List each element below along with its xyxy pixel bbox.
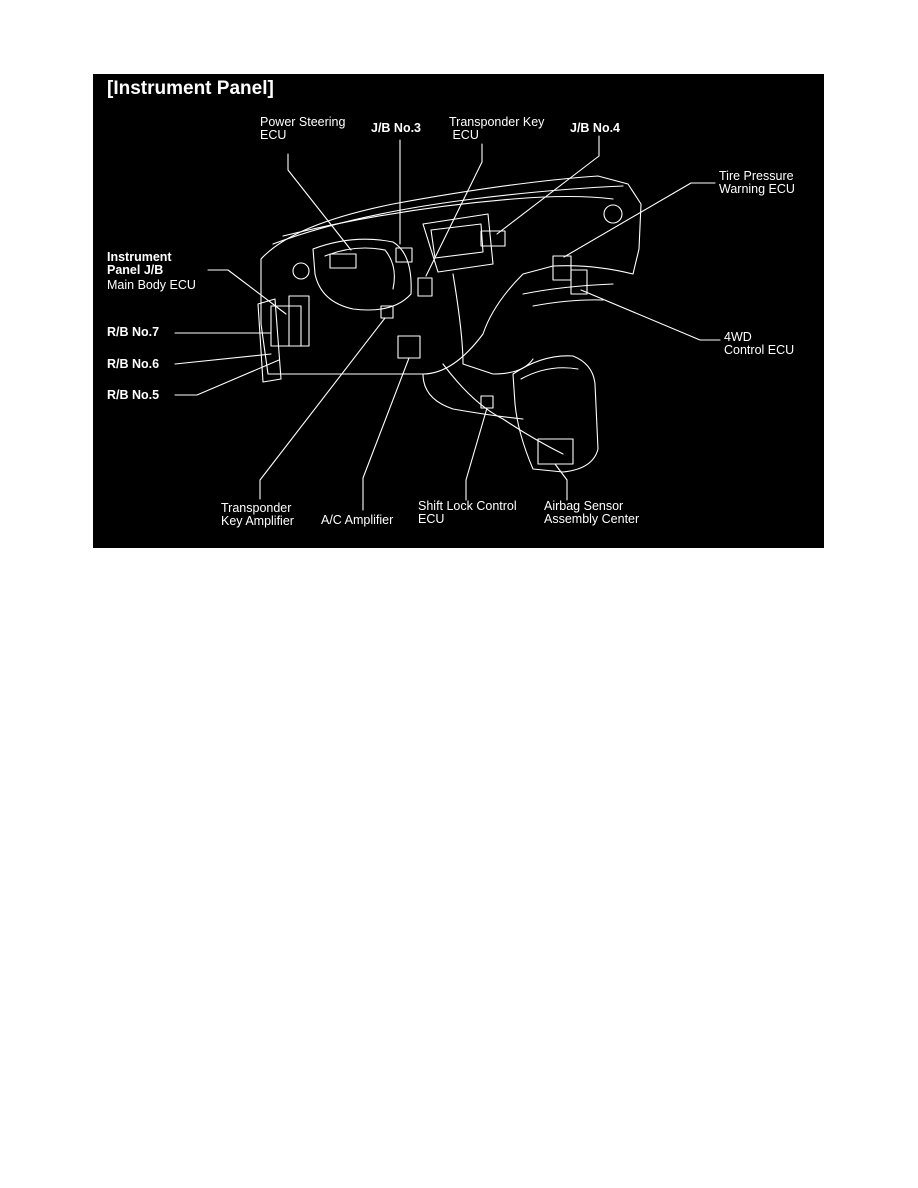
label-airbag-sensor-assembly-center: Airbag Sensor Assembly Center <box>544 499 640 526</box>
console-box-top <box>521 368 578 379</box>
console-box <box>513 356 598 472</box>
label-tire-pressure-warning-ecu: Tire Pressure Warning ECU <box>719 169 795 196</box>
label-instrument-panel-jb: Instrument Panel J/B <box>107 250 172 277</box>
label-rb-no7: R/B No.7 <box>107 325 160 339</box>
label-rb-no5: R/B No.5 <box>107 388 160 402</box>
transponder-key-ecu-box <box>418 278 432 296</box>
diagram-title: [Instrument Panel] <box>107 78 274 99</box>
floor-line <box>423 374 523 419</box>
main-body-ecu-box <box>289 296 309 346</box>
leader-rb-no6 <box>175 354 271 364</box>
tire-pressure-ecu-box <box>553 256 571 280</box>
label-jb-no4: J/B No.4 <box>570 121 621 135</box>
leader-rb-no5 <box>175 360 279 395</box>
leader-airbag <box>555 464 567 500</box>
four-wd-ecu-box <box>571 270 587 294</box>
glovebox-line <box>523 284 613 294</box>
label-power-steering-ecu: Power Steering ECU <box>260 115 346 142</box>
instrument-panel-diagram <box>93 74 824 548</box>
leader-instrument-panel-jb <box>208 270 286 314</box>
jb-no4-box <box>481 231 505 246</box>
leader-4wd <box>581 290 720 340</box>
center-console-lower <box>453 274 533 374</box>
leader-shift-lock <box>466 408 487 500</box>
tunnel-line <box>443 364 563 454</box>
glovebox-line-2 <box>533 300 603 306</box>
vent-right <box>604 205 622 223</box>
label-transponder-key-amplifier: Transponder Key Amplifier <box>221 501 294 528</box>
label-main-body-ecu: Main Body ECU <box>107 278 196 292</box>
power-steering-ecu-box <box>330 254 356 268</box>
label-4wd-control-ecu: 4WD Control ECU <box>724 330 795 357</box>
center-display <box>431 224 483 258</box>
dashboard-drawing <box>93 74 824 548</box>
label-transponder-key-ecu: Transponder Key ECU <box>449 115 545 142</box>
label-jb-no3: J/B No.3 <box>371 121 422 135</box>
ac-amplifier-box <box>398 336 420 358</box>
label-rb-no6: R/B No.6 <box>107 357 160 371</box>
airbag-sensor-box <box>538 439 573 464</box>
leader-ac-amplifier <box>363 358 409 510</box>
label-shift-lock-control-ecu: Shift Lock Control ECU <box>418 499 517 526</box>
gauge-left <box>293 263 309 279</box>
jb-no3-box <box>396 248 412 262</box>
leader-lines <box>175 136 720 510</box>
label-ac-amplifier: A/C Amplifier <box>321 513 394 527</box>
